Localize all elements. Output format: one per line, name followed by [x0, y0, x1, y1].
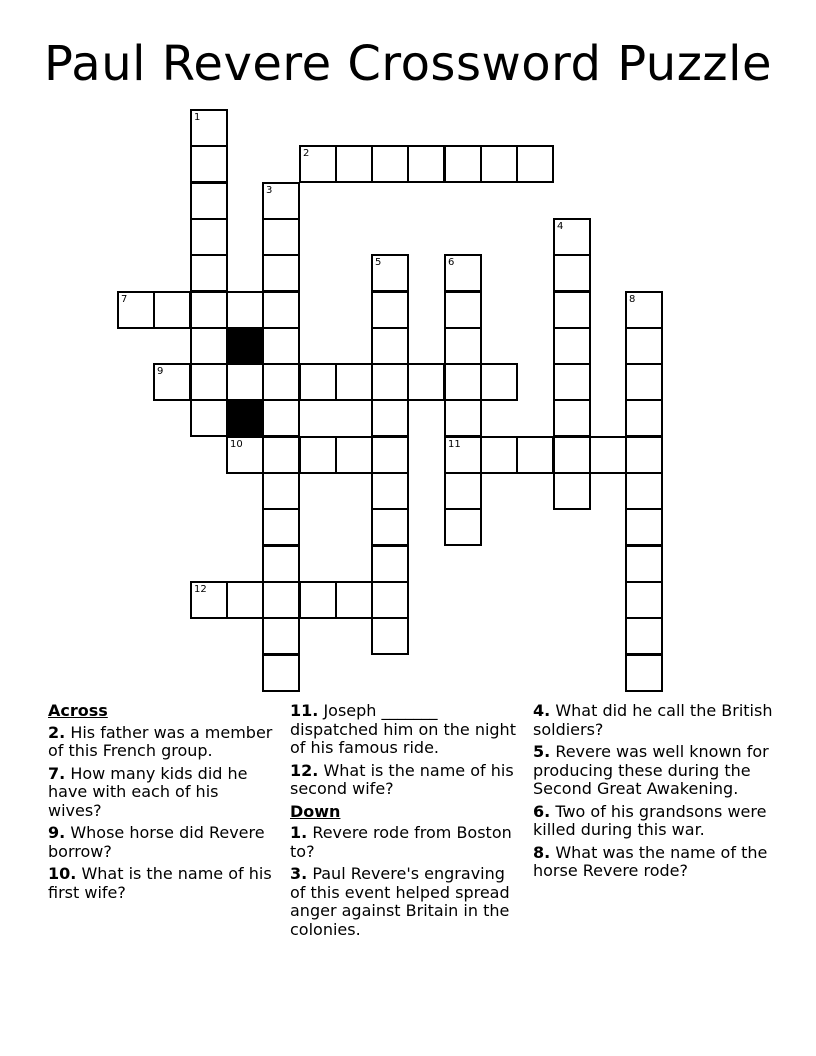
- grid-cell[interactable]: [371, 327, 409, 365]
- grid-cell[interactable]: [625, 472, 663, 510]
- grid-cell[interactable]: [625, 291, 663, 329]
- grid-cell[interactable]: [299, 363, 337, 401]
- grid-cell[interactable]: [190, 218, 228, 256]
- page-title: Paul Revere Crossword Puzzle: [44, 36, 772, 92]
- grid-cell[interactable]: [299, 145, 337, 183]
- clue-across-7: 7. How many kids did he have with each of his wives?: [48, 763, 248, 820]
- grid-cell[interactable]: [190, 182, 228, 220]
- grid-cell[interactable]: [480, 436, 518, 474]
- grid-cell[interactable]: [190, 109, 228, 147]
- clue-number: 12: [194, 584, 207, 595]
- grid-cell[interactable]: [117, 291, 155, 329]
- grid-cell[interactable]: [625, 654, 663, 692]
- grid-cell[interactable]: [190, 145, 228, 183]
- grid-cell[interactable]: [226, 436, 264, 474]
- clue-across-9: 9. Whose horse did Revere borrow?: [48, 823, 265, 861]
- grid-cell[interactable]: [262, 254, 300, 292]
- grid-cell[interactable]: [444, 436, 482, 474]
- grid-cell[interactable]: [407, 145, 445, 183]
- grid-cell[interactable]: [190, 363, 228, 401]
- grid-cell[interactable]: [444, 327, 482, 365]
- grid-cell[interactable]: [553, 472, 591, 510]
- grid-cell[interactable]: [226, 363, 264, 401]
- clue-down-1: 1. Revere rode from Boston to?: [290, 823, 512, 861]
- clue-across-10: 10. What is the name of his first wife?: [48, 864, 272, 902]
- grid-cell[interactable]: [226, 291, 264, 329]
- grid-cell[interactable]: [262, 508, 300, 546]
- black-cell: [226, 399, 264, 437]
- grid-cell[interactable]: [190, 399, 228, 437]
- clue-across-11: 11. Joseph _______ dispatched him on the night of his famous ride.: [290, 701, 516, 757]
- grid-cell[interactable]: [190, 327, 228, 365]
- grid-cell[interactable]: [625, 327, 663, 365]
- grid-cell[interactable]: [444, 508, 482, 546]
- grid-cell[interactable]: [553, 363, 591, 401]
- grid-cell[interactable]: [371, 581, 409, 619]
- clue-number: 6: [448, 257, 455, 268]
- clues-column-2: [290, 702, 516, 943]
- grid-cell[interactable]: [190, 581, 228, 619]
- clue-down-4: 4. What did he call the British soldiers?: [533, 701, 773, 739]
- grid-cell[interactable]: [335, 145, 373, 183]
- clue-number: 8: [629, 294, 636, 305]
- across-heading: Across: [48, 701, 108, 720]
- grid-cell[interactable]: [625, 436, 663, 474]
- grid-cell[interactable]: [262, 617, 300, 655]
- grid-cell[interactable]: [444, 145, 482, 183]
- grid-cell[interactable]: [153, 363, 191, 401]
- grid-cell[interactable]: [371, 254, 409, 292]
- clue-down-8: 8. What was the name of the horse Revere rode?: [533, 842, 768, 880]
- grid-cell[interactable]: [262, 654, 300, 692]
- black-cell: [226, 327, 264, 365]
- grid-cell[interactable]: [190, 291, 228, 329]
- grid-cell[interactable]: [371, 617, 409, 655]
- grid-cell[interactable]: [553, 218, 591, 256]
- clue-number: 10: [230, 439, 243, 450]
- down-heading: Down: [290, 801, 341, 821]
- clues-column-1: [48, 702, 274, 906]
- grid-cell[interactable]: [444, 399, 482, 437]
- clue-down-5: 5. Revere was well known for producing these during the Second Great Awakening.: [533, 742, 769, 798]
- grid-cell[interactable]: [371, 472, 409, 510]
- grid-cell[interactable]: [299, 581, 337, 619]
- grid-cell[interactable]: [553, 399, 591, 437]
- clue-across-2: 2. His father was a member of this French group.: [48, 722, 273, 760]
- grid-cell[interactable]: [516, 436, 554, 474]
- clue-number: 7: [121, 294, 128, 305]
- grid-cell[interactable]: [444, 363, 482, 401]
- grid-cell[interactable]: [262, 363, 300, 401]
- grid-cell[interactable]: [262, 472, 300, 510]
- grid-cell[interactable]: [553, 327, 591, 365]
- grid-cell[interactable]: [371, 145, 409, 183]
- clue-number: 1: [194, 112, 201, 123]
- grid-cell[interactable]: [625, 363, 663, 401]
- grid-cell[interactable]: [153, 291, 191, 329]
- grid-cell[interactable]: [553, 254, 591, 292]
- grid-cell[interactable]: [335, 363, 373, 401]
- grid-cell[interactable]: [262, 581, 300, 619]
- grid-cell[interactable]: [516, 145, 554, 183]
- grid-cell[interactable]: [262, 327, 300, 365]
- grid-cell[interactable]: [335, 436, 373, 474]
- grid-cell[interactable]: [190, 254, 228, 292]
- grid-cell[interactable]: [444, 291, 482, 329]
- grid-cell[interactable]: [371, 291, 409, 329]
- grid-cell[interactable]: [625, 508, 663, 546]
- grid-cell[interactable]: [625, 617, 663, 655]
- grid-cell[interactable]: [371, 436, 409, 474]
- grid-cell[interactable]: [625, 399, 663, 437]
- clue-down-3: 3. Paul Revere's engraving of this event helped spread anger against Britain in the colonies.: [290, 864, 510, 939]
- grid-cell[interactable]: [589, 436, 627, 474]
- grid-cell[interactable]: [444, 472, 482, 510]
- grid-cell[interactable]: [262, 218, 300, 256]
- grid-cell[interactable]: [335, 581, 373, 619]
- grid-cell[interactable]: [553, 291, 591, 329]
- clue-down-6: 6. Two of his grandsons were killed during this war.: [533, 801, 767, 839]
- grid-cell[interactable]: [262, 545, 300, 583]
- grid-cell[interactable]: [407, 363, 445, 401]
- grid-cell[interactable]: [262, 399, 300, 437]
- grid-cell[interactable]: [262, 182, 300, 220]
- grid-cell[interactable]: [226, 581, 264, 619]
- clue-number: 3: [266, 185, 273, 196]
- grid-cell[interactable]: [480, 145, 518, 183]
- grid-cell[interactable]: [371, 399, 409, 437]
- clue-number: 4: [557, 221, 564, 232]
- grid-cell[interactable]: [480, 363, 518, 401]
- clue-across-12: 12. What is the name of his second wife?: [290, 760, 514, 798]
- clue-number: 11: [448, 439, 461, 450]
- clues-column-3: [533, 702, 773, 885]
- clue-number: 2: [303, 148, 310, 159]
- clue-number: 9: [157, 366, 164, 377]
- clue-number: 5: [375, 257, 382, 268]
- grid-cell[interactable]: [553, 436, 591, 474]
- grid-cell[interactable]: [299, 436, 337, 474]
- grid-cell[interactable]: [371, 363, 409, 401]
- grid-cell[interactable]: [262, 291, 300, 329]
- grid-cell[interactable]: [625, 581, 663, 619]
- grid-cell[interactable]: [625, 545, 663, 583]
- grid-cell[interactable]: [444, 254, 482, 292]
- grid-cell[interactable]: [371, 545, 409, 583]
- grid-cell[interactable]: [371, 508, 409, 546]
- grid-cell[interactable]: [262, 436, 300, 474]
